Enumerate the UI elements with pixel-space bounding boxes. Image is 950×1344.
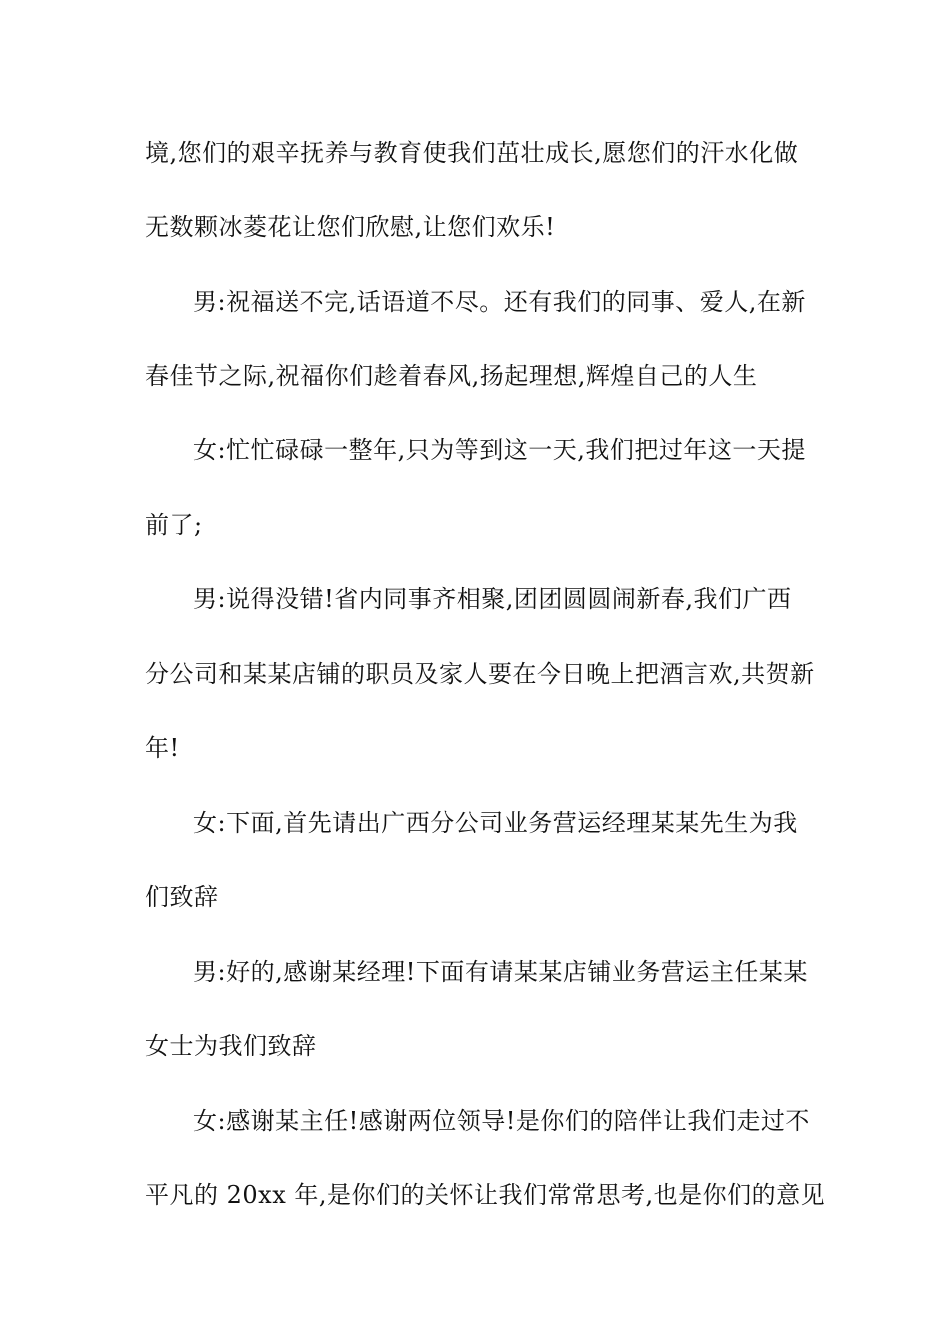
paragraph-first-line: 男:说得没错!省内同事齐相聚,团团圆圆闹新春,我们广西 — [193, 585, 792, 613]
text-line: 春佳节之际,祝福你们趁着春风,扬起理想,辉煌自己的人生 — [145, 362, 758, 390]
paragraph-first-line: 男:祝福送不完,话语道不尽。还有我们的同事、爱人,在新 — [193, 288, 806, 316]
text-line: 分公司和某某店铺的职员及家人要在今日晚上把酒言欢,共贺新 — [145, 660, 815, 688]
text-line: 女士为我们致辞 — [145, 1032, 317, 1060]
paragraph-first-line: 女:忙忙碌碌一整年,只为等到这一天,我们把过年这一天提 — [193, 436, 806, 464]
text-line: 前了; — [145, 511, 203, 539]
text-line: 无数颗冰菱花让您们欣慰,让您们欢乐! — [145, 213, 556, 241]
text-line: 年! — [145, 734, 180, 762]
paragraph-first-line: 女:感谢某主任!感谢两位领导!是你们的陪伴让我们走过不 — [193, 1107, 810, 1135]
paragraph-first-line: 男:好的,感谢某经理!下面有请某某店铺业务营运主任某某 — [193, 958, 808, 986]
text-line: 平凡的 20xx 年,是你们的关怀让我们常常思考,也是你们的意见 — [145, 1181, 826, 1209]
paragraph-first-line: 女:下面,首先请出广西分公司业务营运经理某某先生为我 — [193, 809, 798, 837]
text-line: 们致辞 — [145, 883, 219, 911]
text-line: 境,您们的艰辛抚养与教育使我们茁壮成长,愿您们的汗水化做 — [145, 139, 799, 167]
